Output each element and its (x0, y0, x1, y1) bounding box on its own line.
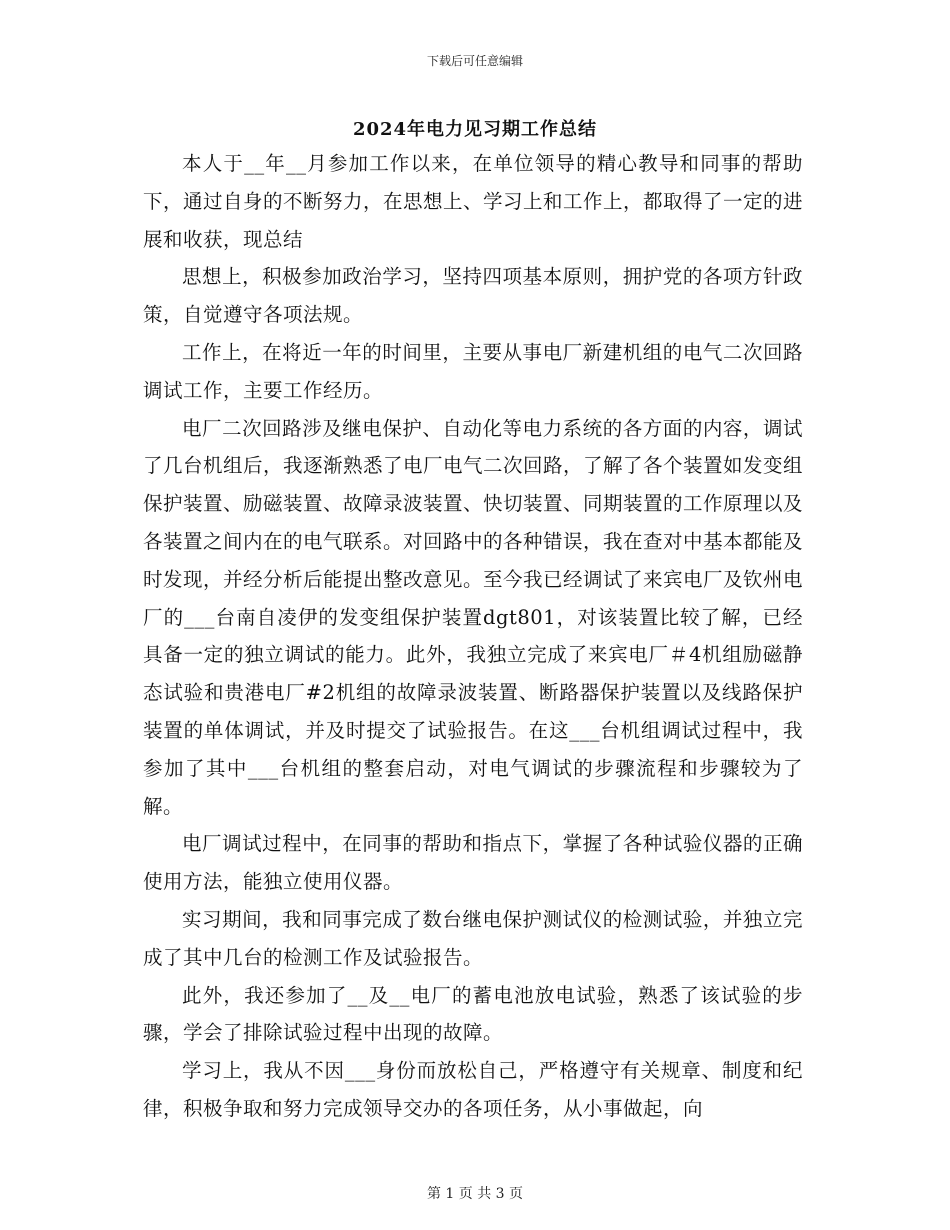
document-title: 2024年电力见习期工作总结 (352, 119, 598, 140)
paragraph-intro: 本人于__年__月参加工作以来，在单位领导的精心教导和同事的帮助下，通过自身的不断努力，在思想上、学习上和工作上，都取得了一定的进展和收获，现总结 (143, 152, 804, 251)
paragraph-internship: 实习期间，我和同事完成了数台继电保护测试仪的检测试验，并独立完成了其中几台的检测工作及试验报告。 (143, 907, 803, 969)
paragraph-study: 学习上，我从不因___身份而放松自己，严格遵守有关规章、制度和纪律，积极争取和努力完成领导交办的各项任务，从小事做起，向 (143, 1059, 803, 1120)
paragraph-secondary-circuit: 电厂二次回路涉及继电保护、自动化等电力系统的各方面的内容，调试了几台机组后，我逐渐熟悉了电厂电气二次回路，了解了各个装置如发变组保护装置、励磁装置、故障录波装置、快切装置、同期装置的工作原理以及各装置之间内在的电气联系。对回路中的各种错误，我在查对中基本都能及时发现，并经分析后能提出整改意见。至今我已经调试了来宾电厂及钦州电厂的___台南自凌伊的发变组保护装置dgt801，对该装置比较了解，已经具备一定的独立调试的能力。此外，我独立完成了来宾电厂＃4机组励磁静态试验和贵港电厂#2机组的故障录波装置、断路器保护装置以及线路保护装置的单体调试，并及时提交了试验报告。在这___台机组调试过程中，我参加了其中___台机组的整套启动，对电气调试的步骤流程和步骤较为了解。 (143, 416, 804, 818)
page-header-note: 下载后可任意编辑 (426, 54, 523, 68)
paragraph-thought: 思想上，积极参加政治学习，坚持四项基本原则，拥护党的各项方针政策，自觉遵守各项法规。 (143, 265, 803, 327)
paragraph-work: 工作上，在将近一年的时间里，主要从事电厂新建机组的电气二次回路调试工作，主要工作经历。 (143, 340, 803, 402)
paragraph-instruments: 电厂调试过程中，在同事的帮助和指点下，掌握了各种试验仪器的正确使用方法，能独立使用仪器。 (143, 832, 803, 894)
page-number: 第 1 页 共 3 页 (426, 1186, 524, 1202)
paragraph-battery-test: 此外，我还参加了__及__电厂的蓄电池放电试验，熟悉了该试验的步骤，学会了排除试验过程中出现的故障。 (143, 983, 803, 1045)
document-body (143, 145, 803, 1128)
